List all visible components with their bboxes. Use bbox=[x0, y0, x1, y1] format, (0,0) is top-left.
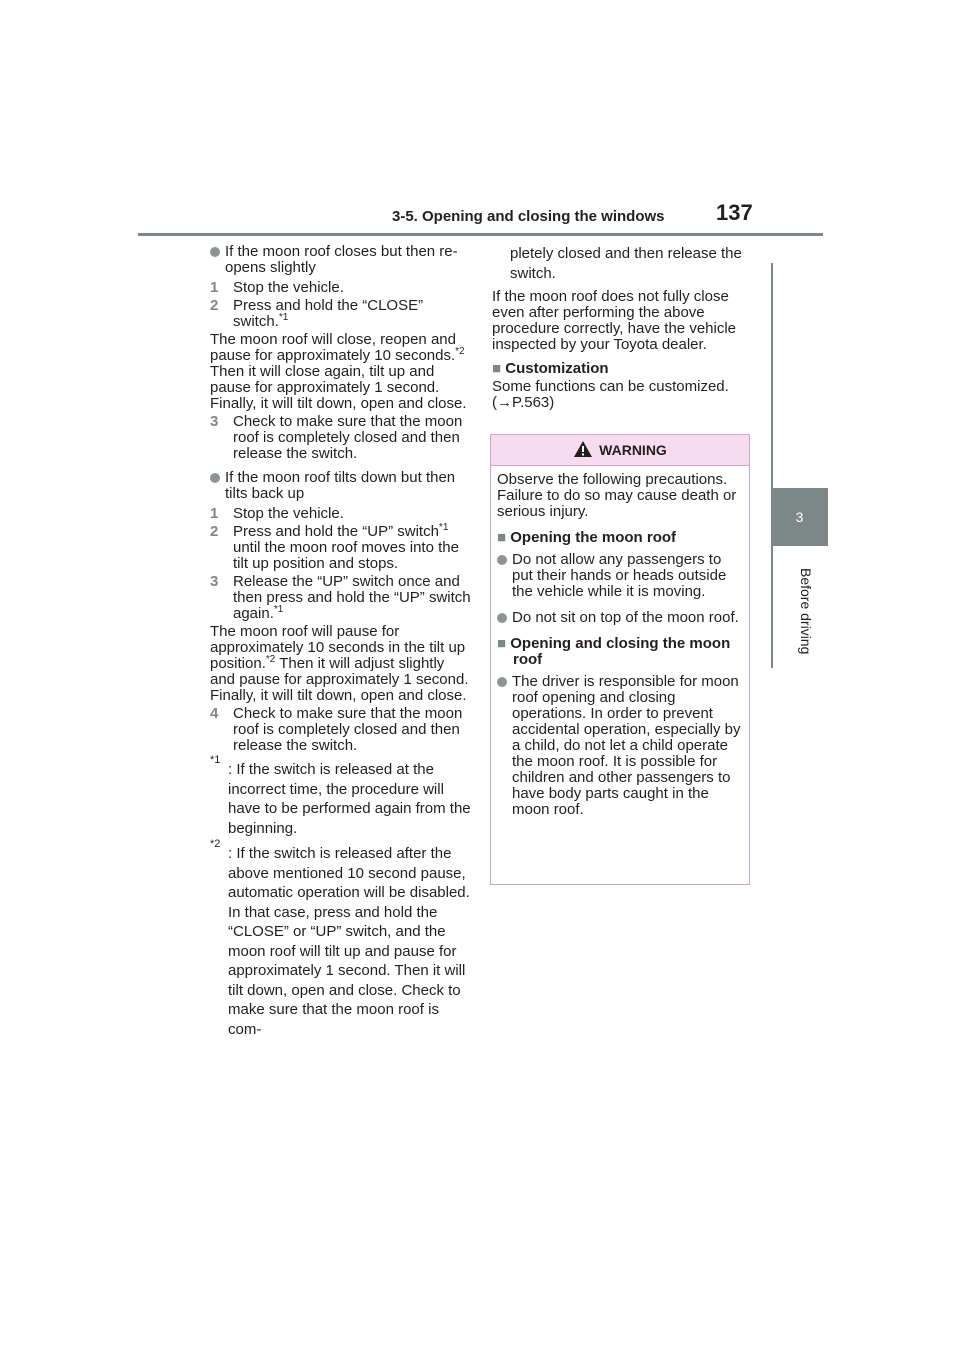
step-item: 1 Stop the vehicle. bbox=[210, 505, 344, 522]
warning-subheading: ■ Opening the moon roof bbox=[497, 529, 677, 546]
bullet-dot-icon bbox=[497, 677, 507, 687]
warning-bullet: The driver is responsible for moon roof opening and closing operations. In order to prevent accidental operation, especially by a child, do not let a child operate the moon roof. It is possible for children and other passengers to have body parts caught in the moon roof. bbox=[497, 674, 743, 818]
warning-bullet: Do not allow any passengers to put their hands or heads outside the vehicle while it is moving. bbox=[497, 552, 743, 600]
warning-bullet: Do not sit on top of the moon roof. bbox=[497, 610, 743, 626]
warning-header: WARNING bbox=[491, 435, 749, 466]
continued-text: pletely closed and then release the switch. bbox=[510, 245, 742, 282]
warning-box bbox=[490, 434, 750, 885]
side-tab-label: Before driving bbox=[798, 568, 814, 655]
bullet-dot-icon bbox=[497, 613, 507, 623]
warning-body bbox=[491, 466, 749, 818]
left-column bbox=[210, 244, 472, 1039]
bullet-heading: If the moon roof tilts down but then tilts back up bbox=[210, 470, 472, 502]
step-item: 3 Release the “UP” switch once and then press and hold the “UP” switch again.$^{*1}$ bbox=[210, 573, 471, 622]
body-paragraph: The moon roof will pause for approximately 10 seconds in the tilt up position.$^{*2}$ Then it will adjust slightly and pause for approximately 1 second. Finally, it will tilt down, open and close. bbox=[210, 623, 469, 704]
subsection-heading: ■ Customization bbox=[492, 360, 609, 377]
step-item: 4 Check to make sure that the moon roof is completely closed and then release the switch. bbox=[210, 705, 463, 754]
bullet-dot-icon bbox=[210, 473, 220, 483]
body-paragraph: Some functions can be customized. (→P.563) bbox=[492, 378, 729, 411]
step-item: 1 Stop the vehicle. bbox=[210, 279, 344, 296]
bullet-dot-icon bbox=[497, 555, 507, 565]
footnote: *2 : If the switch is released after the above mentioned 10 second pause, automatic operation will be disabled. In that case, press and hold the “CLOSE” or “UP” switch, and the moon roof will tilt up and pause for approximately 1 second. Then it will tilt down, open and close. Check to make sure that the moon roof is com- bbox=[210, 838, 470, 1038]
header-rule bbox=[138, 233, 823, 236]
step-item: 3 Check to make sure that the moon roof is completely closed and then release the switch. bbox=[210, 413, 463, 462]
body-paragraph: The moon roof will close, reopen and pause for approximately 10 seconds.$^{*2}$ Then it will close again, tilt up and pause for approximately 1 second. Finally, it will tilt down, open and close. bbox=[210, 331, 467, 412]
step-item: 2 Press and hold the “CLOSE” switch.$^{*1}$ bbox=[210, 297, 424, 330]
side-tab-number: 3 bbox=[771, 488, 828, 546]
square-bullet-icon: ■ bbox=[497, 529, 507, 546]
step-item: 2 Press and hold the “UP” switch$^{*1}$ until the moon roof moves into the tilt up position and stops. bbox=[210, 522, 459, 572]
square-bullet-icon: ■ bbox=[497, 635, 507, 652]
square-bullet-icon: ■ bbox=[492, 360, 502, 377]
body-paragraph: If the moon roof does not fully close even after performing the above procedure correctly, have the vehicle inspected by your Toyota dealer. bbox=[492, 288, 737, 353]
warning-intro: Observe the following precautions. Failure to do so may cause death or serious injury. bbox=[497, 471, 737, 520]
footnote: *1 : If the switch is released at the incorrect time, the procedure will have to be performed again from the beginning. bbox=[210, 754, 471, 837]
bullet-dot-icon bbox=[210, 247, 220, 257]
warning-triangle-icon bbox=[573, 440, 593, 458]
right-column bbox=[492, 244, 754, 413]
bullet-heading: If the moon roof closes but then re-opens slightly bbox=[210, 244, 472, 276]
section-title: 3-5. Opening and closing the windows bbox=[392, 208, 665, 225]
page-number: 137 bbox=[716, 200, 753, 225]
warning-subheading: ■ Opening and closing the moon roof bbox=[497, 635, 731, 668]
